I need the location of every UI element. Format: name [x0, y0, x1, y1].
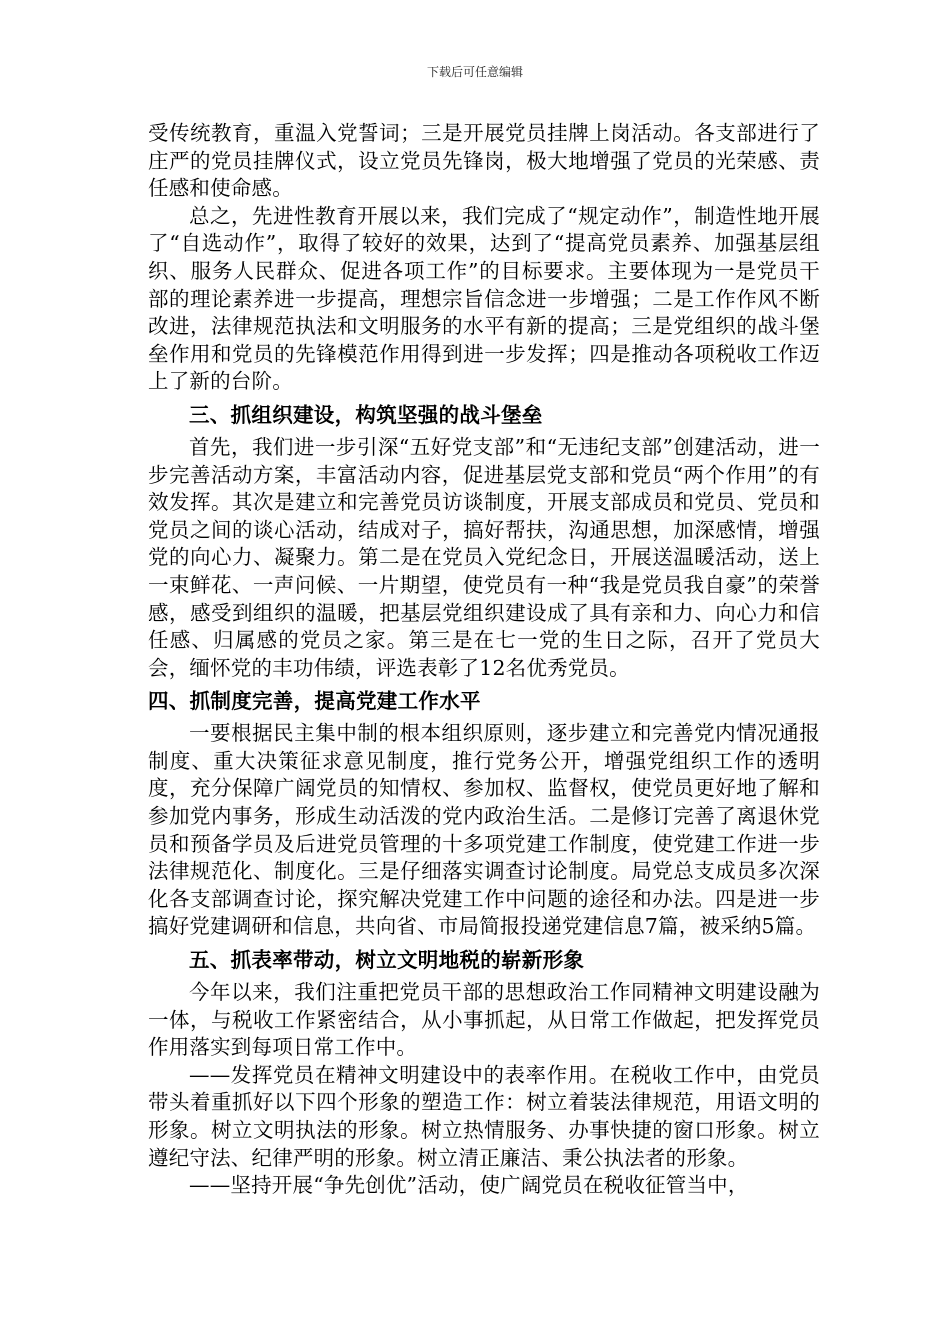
- paragraph-continued: 受传统教育，重温入党誓词；三是开展党员挂牌上岗活动。各支部进行了庄严的党员挂牌仪式，设立党员先锋岗，极大地增强了党员的光荣感、责任感和使命感。: [148, 121, 820, 201]
- page-header: 下载后可任意编辑: [426, 65, 523, 79]
- paragraph-example-intro: 今年以来，我们注重把党员干部的思想政治工作同精神文明建设融为一体，与税收工作紧密结合，从小事抓起，从日常工作做起，把发挥党员作用落实到每项日常工作中。: [148, 980, 820, 1060]
- section-heading-4: 四、抓制度完善，提高党建工作水平: [148, 689, 481, 714]
- section-heading-5: 五、抓表率带动，树立文明地税的崭新形象: [189, 948, 585, 973]
- paragraph-system: 一要根据民主集中制的根本组织原则，逐步建立和完善党内情况通报制度、重大决策征求意见制度，推行党务公开，增强党组织工作的透明度，充分保障广阔党员的知情权、参加权、监督权，使党员更好地了解和参加党内事务，形成生动活泼的党内政治生活。二是修订完善了离退休党员和预备学员及后进党员管理的十多项党建工作制度，使党建工作进一步法律规范化、制度化。三是仔细落实调查讨论制度。局党总支成员多次深化各支部调查讨论，探究解决党建工作中问题的途径和办法。四是进一步搞好党建调研和信息，共向省、市局简报投递党建信息7篇，被采纳5篇。: [148, 721, 820, 939]
- paragraph-image-building: ——发挥党员在精神文明建设中的表率作用。在税收工作中，由党员带头着重抓好以下四个形象的塑造工作：树立着装法律规范，用语文明的形象。树立文明执法的形象。树立热情服务、办事快捷的窗口形象。树立遵纪守法、纪律严明的形象。树立清正廉洁、秉公执法者的形象。: [148, 1062, 820, 1170]
- paragraph-summary: 总之，先进性教育开展以来，我们完成了“规定动作”，制造性地开展了“自选动作”，取得了较好的效果，达到了“提高党员素养、加强基层组织、服务人民群众、促进各项工作”的目标要求。主要体现为一是党员干部的理论素养进一步提高，理想宗旨信念进一步增强；二是工作作风不断改进，法律规范执法和文明服务的水平有新的提高；三是党组织的战斗堡垒作用和党员的先锋模范作用得到进一步发挥；四是推动各项税收工作迈上了新的台阶。: [148, 203, 820, 394]
- paragraph-excellence-campaign: ——坚持开展“争先创优”活动，使广阔党员在税收征管当中，: [189, 1173, 749, 1198]
- section-heading-3: 三、抓组织建设，构筑坚强的战斗堡垒: [189, 402, 543, 427]
- document-body: [148, 120, 820, 1200]
- paragraph-organization: 首先，我们进一步引深“五好党支部”和“无违纪支部”创建活动，进一步完善活动方案，丰富活动内容，促进基层党支部和党员“两个作用”的有效发挥。其次是建立和完善党员访谈制度，开展支部成员和党员、党员和党员之间的谈心活动，结成对子，搞好帮扶，沟通思想，加深感情，增强党的向心力、凝聚力。第二是在党员入党纪念日，开展送温暖活动，送上一束鲜花、一声问候、一片期望，使党员有一种“我是党员我自豪”的荣誉感，感受到组织的温暖，把基层党组织建设成了具有亲和力、向心力和信任感、归属感的党员之家。第三是在七一党的生日之际，召开了党员大会，缅怀党的丰功伟绩，评选表彰了12名优秀党员。: [148, 434, 820, 680]
